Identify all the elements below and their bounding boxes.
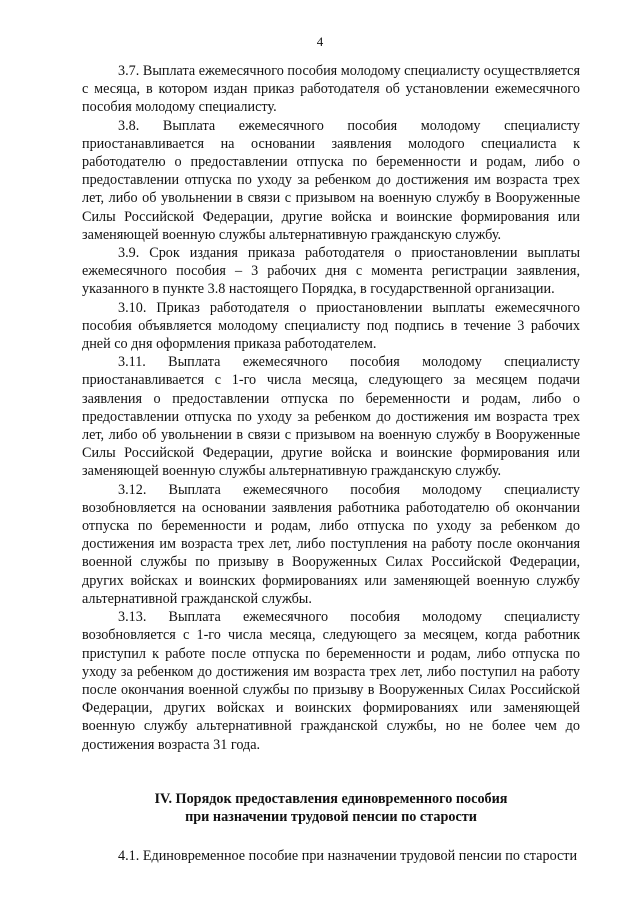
paragraph-4-1: 4.1. Единовременное пособие при назначении трудовой пенсии по старости — [118, 847, 578, 864]
paragraph-3-7: 3.7. Выплата ежемесячного пособия молодому специалисту осуществляется с месяца, в котором издан приказ работодателя об установлении ежемесячного пособия молодому специалисту. — [82, 63, 580, 116]
paragraph-3-13: 3.13. Выплата ежемесячного пособия молодому специалисту возобновляется с 1-го числа месяца, следующего за месяцем, когда работник приступил к работе после отпуска по беременности и родам, либо отпуска по уходу за ребенком до достижения им возраста трех лет, либо поступил на работу после окончания военной службы по призыву в Вооруженных Силах Российской Федерации, других войсках и воинских формированиях или заменяющей военную службу альтернативной гражданской службы, но не более чем до достижения возраста 31 года. — [82, 609, 580, 753]
paragraph-3-10: 3.10. Приказ работодателя о приостановлении выплаты ежемесячного пособия объявляется молодому специалисту под подпись в течение 3 рабочих дней со дня оформления приказа работодателем. — [82, 299, 580, 353]
paragraph-3-8: 3.8. Выплата ежемесячного пособия молодому специалисту приостанавливается на основании заявления молодого специалиста к работодателю о предоставлении отпуска по беременности и родам, либо о предоставлении отпуска по уходу за ребенком до достижения им возраста трех лет, либо об увольнении в связи с призывом на военную службу в Вооруженные Силы Российской Федерации, другие войска и воинские формирования или заменяющей военную службы альтернативную гражданскую службу. — [82, 117, 580, 243]
paragraph-3-12: 3.12. Выплата ежемесячного пособия молодому специалисту возобновляется на основании заявления работника работодателю об окончании отпуска по беременности и родам, либо отпуска по уходу за ребенком до достижения им возраста трех лет, либо поступления на работу после окончания военной службы по призыву в Вооруженных Силах Российской Федерации, других войсках и воинских формированиях или заменяющей военную службу альтернативной гражданской службы. — [82, 481, 580, 607]
page-number: 4 — [316, 34, 324, 49]
section-heading — [82, 790, 580, 827]
paragraph-3-11: 3.11. Выплата ежемесячного пособия молодому специалисту приостанавливается с 1-го числа месяца, следующего за месяцем подачи заявления о предоставлении отпуска по беременности и родам, либо о предоставлении отпуска по уходу за ребенком до достижения им возраста трех лет, либо об увольнении в связи с призывом на военную службу в Вооруженные Силы Российской Федерации, другие войска и воинские формирования или заменяющей военную службы альтернативную гражданскую службу. — [82, 354, 580, 480]
document-body — [82, 62, 580, 865]
section-heading-line-2: при назначении трудовой пенсии по старости — [185, 809, 477, 826]
section-heading-line-1: IV. Порядок предоставления единовременного пособия — [154, 790, 508, 807]
paragraph-3-9: 3.9. Срок издания приказа работодателя о приостановлении выплаты ежемесячного пособия – 3 рабочих дня с момента регистрации заявления, указанного в пункте 3.8 настоящего Порядка, в государственной организации. — [82, 245, 580, 298]
